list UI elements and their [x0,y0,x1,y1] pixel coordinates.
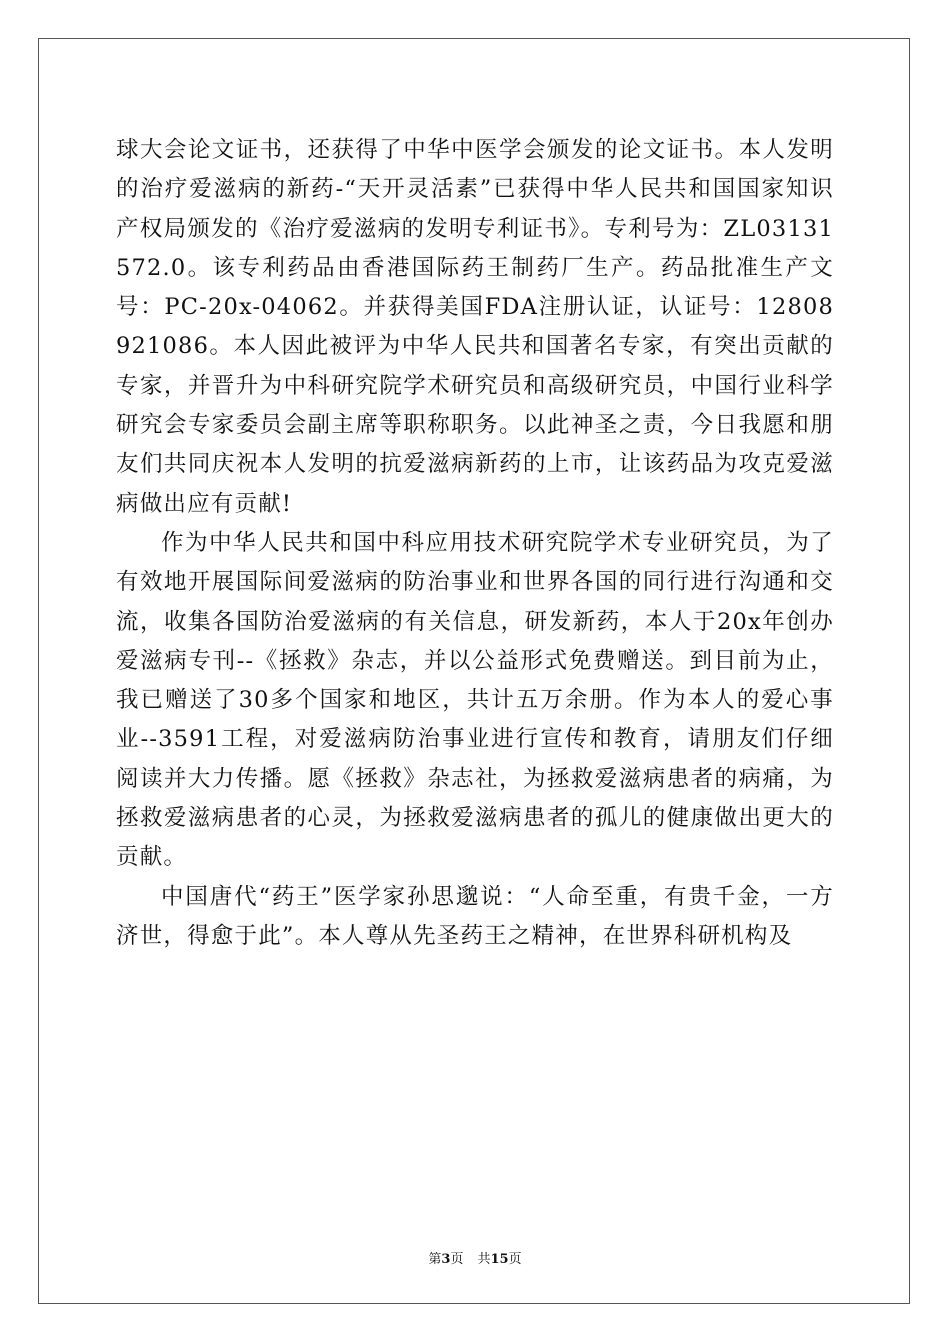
paragraph-1: 球大会论文证书，还获得了中华中医学会颁发的论文证书。本人发明的治疗爱滋病的新药-“天开灵活素”已获得中华人民共和国国家知识产权局颁发的《治疗爱滋病的发明专利证书》。专利号为：ZL03131572.0。该专利药品由香港国际药王制药厂生产。药品批准生产文号：PC-20x-04062。并获得美国FDA注册认证，认证号：12808921086。本人因此被评为中华人民共和国著名专家，有突出贡献的专家，并晋升为中科研究院学术研究员和高级研究员，中国行业科学研究会专家委员会副主席等职称职务。以此神圣之责，今日我愿和朋友们共同庆祝本人发明的抗爱滋病新药的上市，让该药品为攻克爱滋病做出应有贡献! [116,137,834,517]
total-suffix: 页 [508,1252,522,1267]
paragraph-2: 作为中华人民共和国中科应用技术研究院学术专业研究员，为了有效地开展国际间爱滋病的防治事业和世界各国的同行进行沟通和交流，收集各国防治爱滋病的有关信息，研发新药，本人于20x年创办爱滋病专刊--《拯救》杂志，并以公益形式免费赠送。到目前为止，我已赠送了30多个国家和地区，共计五万余册。作为本人的爱心事业--3591工程，对爱滋病防治事业进行宣传和教育，请朋友们仔细阅读并大力传播。愿《拯救》杂志社，为拯救爱滋病患者的病痛，为拯救爱滋病患者的心灵，为拯救爱滋病患者的孤儿的健康做出更大的贡献。 [116,529,834,871]
paragraph-3: 中国唐代“药王”医学家孙思邈说：“人命至重，有贵千金，一方济世，得愈于此”。本人尊从先圣药王之精神，在世界科研机构及 [116,883,834,949]
page-number: 3 [441,1252,451,1267]
page-footer [0,1248,950,1267]
page-suffix: 页 [450,1252,464,1267]
total-prefix: 共 [477,1252,491,1267]
page-prefix: 第 [428,1252,442,1267]
document-body [116,131,834,956]
total-pages: 15 [490,1252,509,1267]
